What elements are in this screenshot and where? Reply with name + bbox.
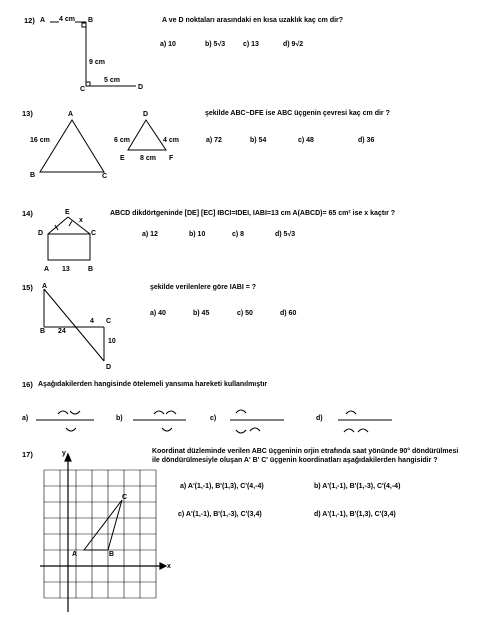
q17-option-b[interactable]: b) A'(1,-1), B'(1,-3), C'(4,-4) xyxy=(314,483,401,490)
q13-option-b[interactable]: b) 54 xyxy=(250,137,267,144)
q12-number: 12) xyxy=(24,16,35,25)
q12-label-bc: 9 cm xyxy=(89,59,105,66)
q14-label-ab: 13 xyxy=(62,266,70,273)
q16-option-a[interactable]: a) xyxy=(22,415,29,422)
q14-label-a: A xyxy=(44,266,50,273)
q13-label-e: E xyxy=(120,155,125,162)
q12-option-d[interactable]: d) 9√2 xyxy=(283,41,304,48)
q13-label-a: A xyxy=(68,111,74,118)
q12-option-b[interactable]: b) 5√3 xyxy=(205,41,226,48)
q15-label-b: B xyxy=(40,328,46,335)
q16-option-b[interactable]: b) xyxy=(116,415,123,422)
q16-option-d[interactable]: d) xyxy=(316,415,323,422)
q17-number: 17) xyxy=(22,450,33,459)
q14-option-a[interactable]: a) 12 xyxy=(142,231,158,238)
q17-label-y: y xyxy=(62,450,66,457)
q17-label-x: x xyxy=(167,563,171,570)
q13-figure xyxy=(40,120,166,172)
q12-label-d: D xyxy=(138,84,144,91)
q13-option-a[interactable]: a) 72 xyxy=(206,137,222,144)
q14-label-c: C xyxy=(91,230,97,237)
q16-number: 16) xyxy=(22,380,33,389)
q13-label-df: 4 cm xyxy=(163,137,179,144)
q16-question: Aşağıdakilerden hangisinde ötelemeli yansıma hareketi kullanılmıştır xyxy=(38,381,268,388)
q13-option-c[interactable]: c) 48 xyxy=(298,137,314,144)
q17-triangle xyxy=(84,500,122,550)
q15-figure xyxy=(44,289,104,361)
q14-label-b: B xyxy=(88,266,94,273)
q13-label-f: F xyxy=(169,155,174,162)
q14-label-x: x xyxy=(79,217,83,224)
q15-option-c[interactable]: c) 50 xyxy=(237,310,253,317)
q12-label-ab: 4 cm xyxy=(59,16,75,23)
q17-question-line1: Koordinat düzleminde verilen ABC üçgeninin orjin etrafında saat yönünde 90° döndürülmesi xyxy=(152,448,459,455)
q17-question-line2: ile döndürülmesiyle oluşan A' B' C' üçgenin koordinatları aşağıdakilerden hangisidir ? xyxy=(152,457,438,464)
q17-grid xyxy=(44,470,156,598)
q13-number: 13) xyxy=(22,109,33,118)
q17-label-b: B xyxy=(109,551,115,558)
q14-option-c[interactable]: c) 8 xyxy=(232,231,245,238)
q12-question: A ve D noktaları arasındaki en kısa uzaklık kaç cm dir? xyxy=(162,17,344,24)
q15-label-bx: 24 xyxy=(58,328,66,335)
q15-question: şekilde verilenlere göre IABI = ? xyxy=(150,284,257,291)
q13-label-d: D xyxy=(143,111,149,118)
q15-option-d[interactable]: d) 60 xyxy=(280,310,297,317)
q15-number: 15) xyxy=(22,283,33,292)
q12-label-a: A xyxy=(40,17,46,24)
q13-question: şekilde ABC~DFE ise ABC üçgenin çevresi kaç cm dir ? xyxy=(205,110,390,117)
q17-label-a: A xyxy=(72,551,78,558)
q13-label-de: 6 cm xyxy=(114,137,130,144)
q15-label-a: A xyxy=(42,283,48,290)
q14-label-e: E xyxy=(65,209,70,216)
q12-option-a[interactable]: a) 10 xyxy=(160,41,176,48)
q15-label-xc: 4 xyxy=(90,318,94,325)
q15-option-a[interactable]: a) 40 xyxy=(150,310,166,317)
q14-option-b[interactable]: b) 10 xyxy=(189,231,206,238)
q14-number: 14) xyxy=(22,209,33,218)
q14-figure xyxy=(48,217,90,260)
q15-label-d: D xyxy=(106,364,112,371)
q12-option-c[interactable]: c) 13 xyxy=(243,41,259,48)
q17-option-c[interactable]: c) A'(1,-1), B'(1,-3), C'(3,4) xyxy=(178,511,262,518)
q14-label-d: D xyxy=(38,230,44,237)
q16-option-c[interactable]: c) xyxy=(210,415,217,422)
q15-option-b[interactable]: b) 45 xyxy=(193,310,210,317)
q15-label-cd: 10 xyxy=(108,338,116,345)
q17-option-d[interactable]: d) A'(1,-1), B'(1,3), C'(3,4) xyxy=(314,511,396,518)
q13-label-c: C xyxy=(102,173,108,180)
q13-label-ab: 16 cm xyxy=(30,137,50,144)
q13-label-ef: 8 cm xyxy=(140,155,156,162)
q17-axes xyxy=(40,454,166,612)
q17-option-a[interactable]: a) A'(1,-1), B'(1,3), C'(4,-4) xyxy=(180,483,264,490)
q12-figure xyxy=(50,22,136,86)
q12-label-cd: 5 cm xyxy=(104,77,120,84)
q13-label-b: B xyxy=(30,172,36,179)
q17-label-c: C xyxy=(122,494,128,501)
q12-label-c: C xyxy=(80,86,86,93)
q12-label-b: B xyxy=(88,17,94,24)
q14-option-d[interactable]: d) 5√3 xyxy=(275,231,296,238)
q15-label-c: C xyxy=(106,318,112,325)
q13-option-d[interactable]: d) 36 xyxy=(358,137,375,144)
q14-question: ABCD dikdörtgeninde [DE] [EC] IBCI=IDEI, IABI=13 cm A(ABCD)= 65 cm² ise x kaçtır ? xyxy=(110,210,396,217)
